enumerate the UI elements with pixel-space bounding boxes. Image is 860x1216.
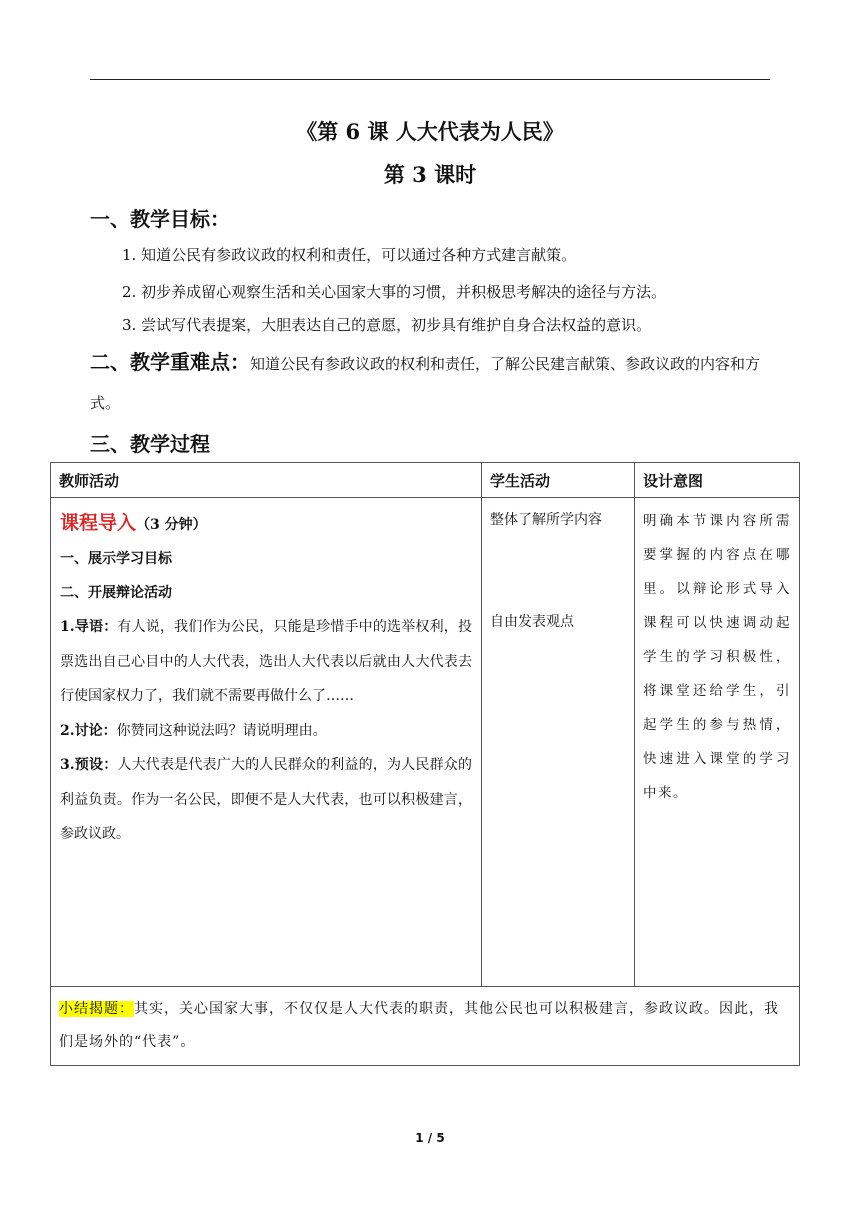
lesson-process-table [50, 462, 800, 1066]
lesson-title: 《第 6 课 人大代表为人民》 [296, 119, 564, 144]
teacher-activity-cell [51, 498, 482, 987]
page-number: 1 / 5 [415, 1131, 445, 1145]
preset-label: 3.预设： [60, 757, 118, 773]
design-intent-cell: 明确本节课内容所需要掌握的内容点在哪里。以辩论形式导入课程可以快速调动起学生的学习积极性，将课堂还给学生，引起学生的参与热情，快速进入课堂的学习中来。 [635, 498, 800, 987]
key-points-paragraph [90, 343, 780, 423]
student-activity-1: 整体了解所学内容 [490, 512, 602, 528]
discuss-label: 2.讨论： [60, 722, 117, 739]
summary-row [51, 987, 800, 1066]
lesson-subtitle: 第 3 课时 [383, 162, 477, 187]
discuss-text: 你赞同这种说法吗？请说明理由。 [116, 722, 327, 739]
discuss-paragraph [60, 714, 472, 749]
table-header-row [51, 463, 800, 498]
goal-item-3: 3. 尝试写代表提案，大胆表达自己的意愿，初步具有维护自身合法权益的意识。 [122, 316, 652, 334]
guide-label: 1.导语： [60, 619, 118, 635]
intro-title: 课程导入 [60, 512, 137, 534]
header-teacher-activity: 教师活动 [51, 463, 482, 498]
student-activity-cell [482, 498, 635, 987]
guide-text: 有人说，我们作为公民，只能是珍惜手中的选举权利，投票选出自己心目中的人大代表，选出人大代表以后就由人大代表去行使国家权力了，我们就不需要再做什么了…… [60, 619, 472, 704]
table-row [51, 498, 800, 987]
student-activity-2: 自由发表观点 [490, 614, 574, 630]
key-points-text: 知道公民有参政议政的权利和责任，了解公民建言献策、参政议政的内容和方式。 [90, 355, 761, 412]
header-rule [90, 79, 770, 80]
goal-item-1: 1. 知道公民有参政议政的权利和责任，可以通过各种方式建言献策。 [122, 246, 577, 264]
header-design-intent: 设计意图 [635, 463, 800, 498]
header-student-activity: 学生活动 [482, 463, 635, 498]
summary-label: 小结揭题： [59, 1001, 134, 1017]
process-heading: 三、教学过程 [90, 432, 210, 456]
summary-text: 其实，关心国家大事，不仅仅是人大代表的职责，其他公民也可以积极建言，参政议政。因此，我们是场外的“代表”。 [59, 1001, 779, 1050]
goals-heading: 一、教学目标： [90, 207, 230, 231]
step-debate: 二、开展辩论活动 [60, 585, 172, 601]
preset-paragraph [60, 748, 472, 852]
step-show-goals: 一、展示学习目标 [60, 551, 172, 567]
summary-cell [51, 987, 800, 1066]
key-points-heading: 二、教学重难点： [90, 350, 250, 374]
guide-paragraph [60, 610, 472, 714]
preset-text: 人大代表是代表广大的人民群众的利益的，为人民群众的利益负责。作为一名公民，即便不是人大代表，也可以积极建言，参政议政。 [60, 757, 472, 842]
intro-time: （3 分钟） [136, 517, 207, 533]
goal-item-2: 2. 初步养成留心观察生活和关心国家大事的习惯，并积极思考解决的途径与方法。 [122, 283, 667, 301]
